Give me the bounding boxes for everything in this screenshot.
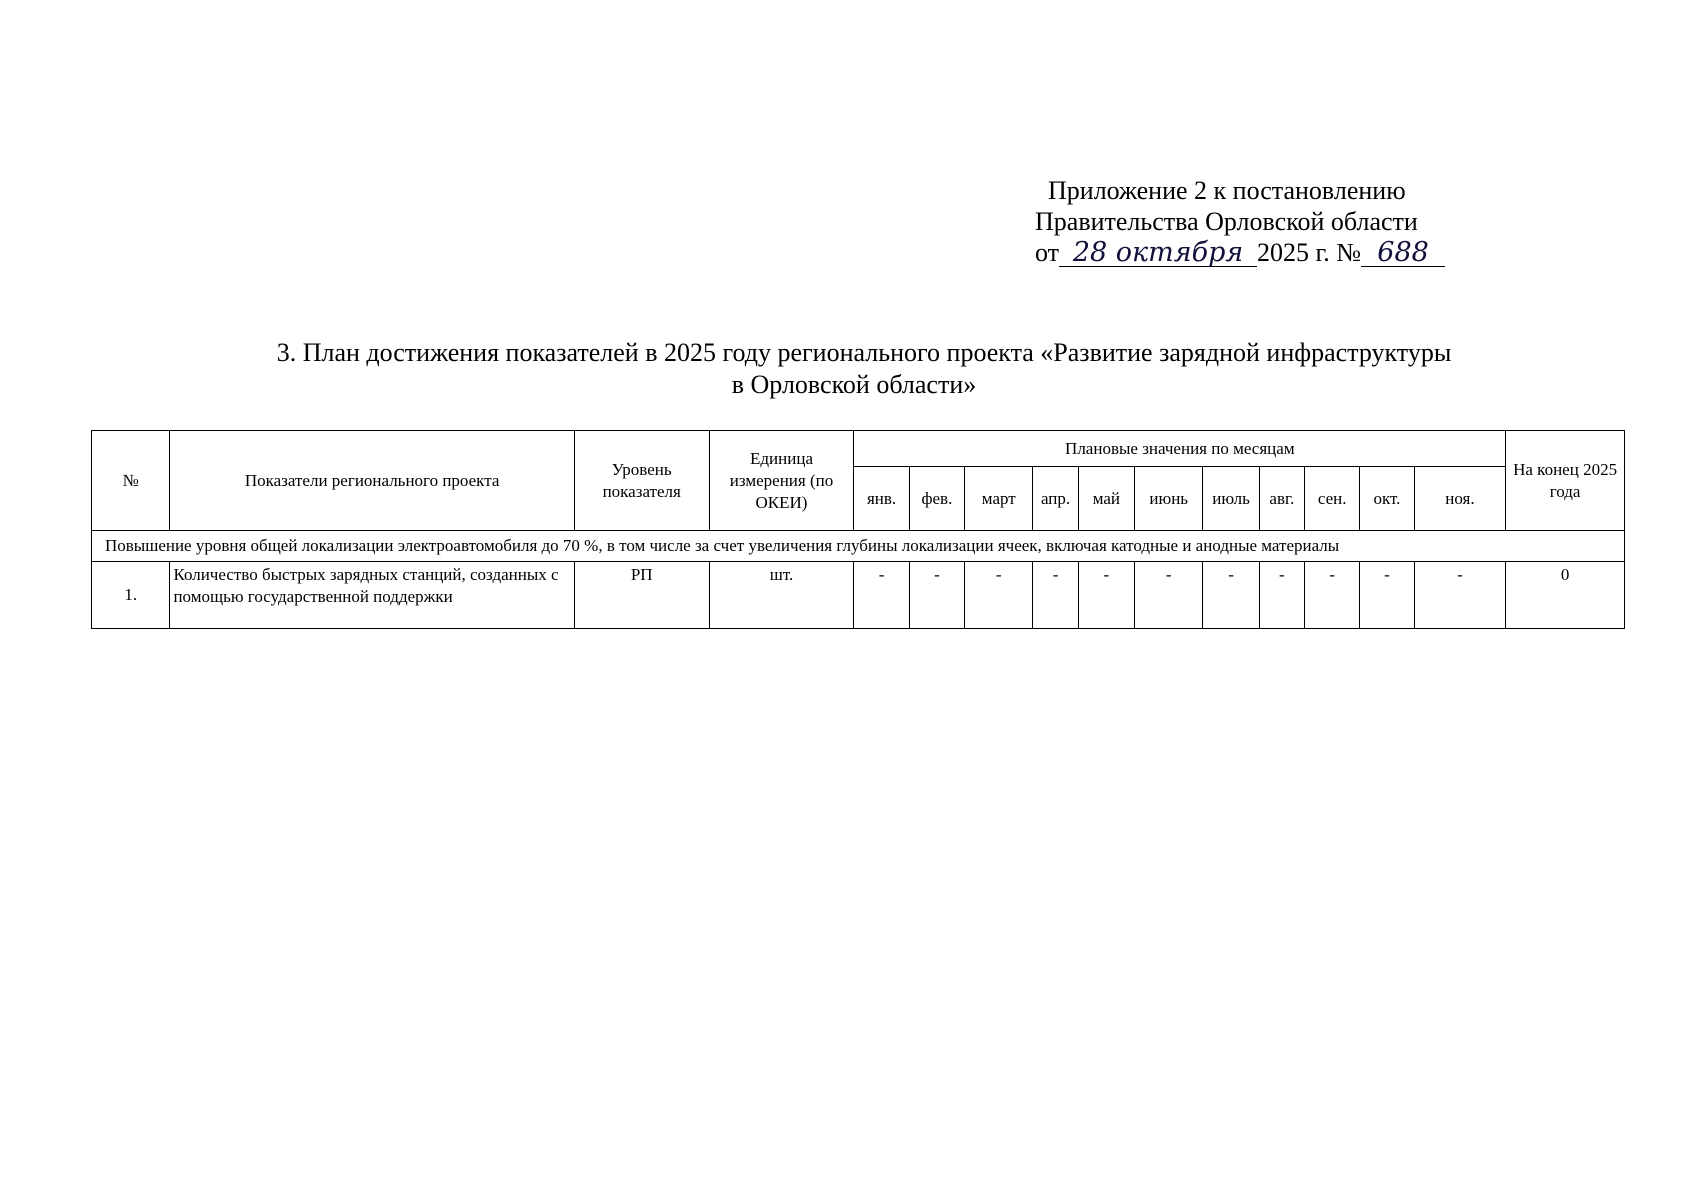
header-month: сен.	[1305, 467, 1360, 531]
row-month-value: -	[854, 562, 909, 629]
goal-row: Повышение уровня общей локализации электроавтомобиля до 70 %, в том числе за счет увеличения глубины локализации ячеек, включая катодные и анодные материалы	[92, 531, 1625, 562]
header-indicator: Показатели регионального проекта	[170, 431, 574, 531]
row-indicator: Количество быстрых зарядных станций, созданных с помощью государственной поддержки	[170, 562, 574, 629]
row-month-value: -	[909, 562, 964, 629]
date-prefix: от	[1035, 238, 1060, 267]
handwritten-number: 688	[1361, 240, 1445, 267]
header-planned-values: Плановые значения по месяцам	[854, 431, 1506, 467]
title-line-1: 3. План достижения показателей в 2025 году регионального проекта «Развитие зарядной инфраструктуры	[276, 338, 1452, 367]
header-unit: Единица измерения (по ОКЕИ)	[709, 431, 854, 531]
header-month: авг.	[1259, 467, 1304, 531]
row-month-value: -	[1259, 562, 1304, 629]
header-month: март	[965, 467, 1033, 531]
row-month-value: -	[1033, 562, 1078, 629]
table-row	[92, 562, 1625, 629]
header-end-of-year: На конец 2025 года	[1506, 431, 1625, 531]
row-month-value: -	[1078, 562, 1134, 629]
row-month-value: -	[1305, 562, 1360, 629]
header-month: май	[1078, 467, 1134, 531]
appendix-line-2: Правительства Орловской области	[1035, 207, 1418, 236]
handwritten-date: 28 октября	[1059, 240, 1257, 267]
header-month: окт.	[1360, 467, 1414, 531]
row-unit: шт.	[709, 562, 854, 629]
header-month: апр.	[1033, 467, 1078, 531]
plan-table	[91, 430, 1625, 629]
header-month: ноя.	[1414, 467, 1506, 531]
row-month-value: -	[1360, 562, 1414, 629]
row-month-value: -	[965, 562, 1033, 629]
header-no: №	[92, 431, 170, 531]
header-month: фев.	[909, 467, 964, 531]
appendix-block	[1035, 175, 1445, 268]
header-level: Уровень показателя	[574, 431, 709, 531]
header-month: июль	[1203, 467, 1259, 531]
appendix-date-line	[1035, 237, 1445, 268]
header-month: янв.	[854, 467, 909, 531]
row-no: 1.	[92, 562, 170, 629]
header-month: июнь	[1135, 467, 1203, 531]
appendix-line-1: Приложение 2 к постановлению	[1048, 176, 1406, 205]
row-level: РП	[574, 562, 709, 629]
row-month-value: -	[1135, 562, 1203, 629]
row-month-value: -	[1203, 562, 1259, 629]
document-title	[0, 337, 1708, 401]
title-line-2: в Орловской области»	[731, 370, 977, 399]
row-end-of-year: 0	[1506, 562, 1625, 629]
year-text: 2025 г. №	[1257, 238, 1362, 267]
row-month-value: -	[1414, 562, 1506, 629]
